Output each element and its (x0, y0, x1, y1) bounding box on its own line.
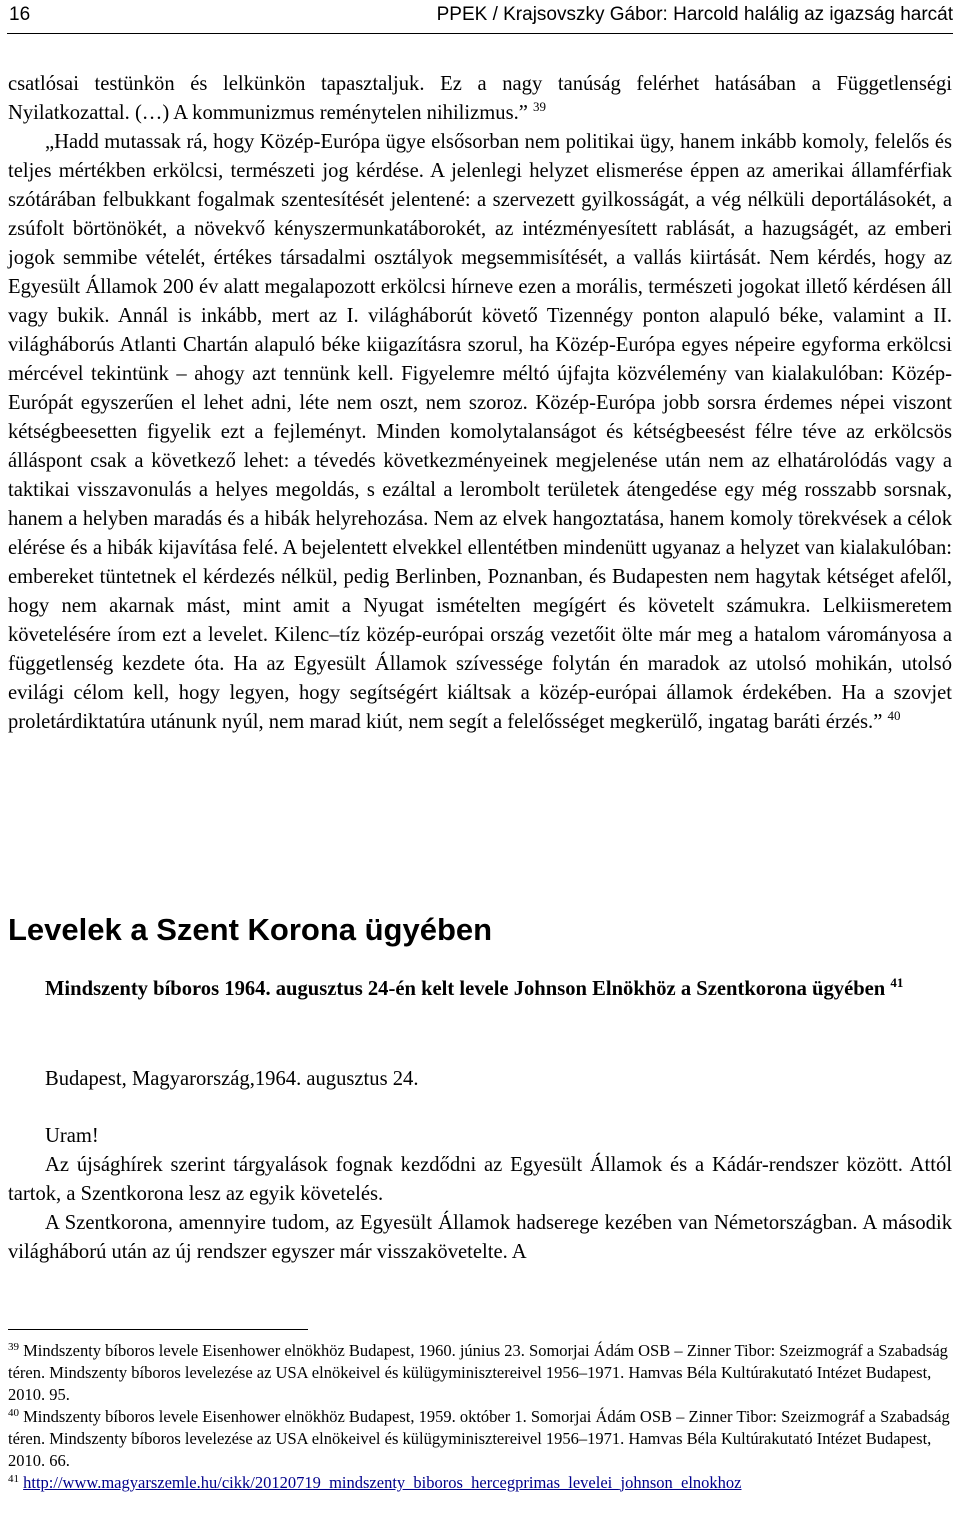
running-title: PPEK / Krajsovszky Gábor: Harcold halálig az igazság harcát (436, 4, 953, 25)
paragraph-text: „Hadd mutassak rá, hogy Közép-Európa ügye elsősorban nem politikai ügy, hanem inkább komoly, felelős és teljes mértékben erkölcsi, természeti jog kérdése. A jelenlegi helyzet elismerése éppen az amerikai államférfiak szótárában felbukkant fogalmak szentesítését jelentené: a szervezett gyilkosságát, a vég nélküli deportálásokét, a zsúfolt börtönökét, a növekvő kényszermunkatáborokét, az intézményesített rablását, a hazugságét, az emberi jogok semmibe vételét, értékes társadalmi osztályok megsemmisítését, a vallás kiirtását. Nem kérdés, hogy az Egyesült Államok 200 év alatt megalapozott erkölcsi hírneve ezen a morális, természeti jogokat illető kérdésen áll vagy bukik. Annál is inkább, mert az I. világháborút követő Tizennégy ponton alapuló béke, valamint a II. világháborús Atlanti Chartán alapuló béke kiigazításra szorul, ha Közép-Európa egyes népeire egyforma erkölcsi mércével tekintünk – ahogy azt tennünk kell. Figyelemre méltó újfajta közvélemény van kialakulóban: Közép-Európát egyszerűen el lehet adni, léte nem oszt, nem szoroz. Közép-Európa jobb sorsra érdemes népei viszont kétségbeesetten figyelik ezt a fejleményt. Minden komolytalanságot és kétségbeesést félre téve az erkölcsös álláspont csak a következő lehet: a tévedés következményeinek megjelenése után nem az elhatárolódás vagy a taktikai visszavonulás a helyes megoldás, s ezáltal a lerombolt területek átengedése egy még rosszabb sorsnak, hanem a helyben maradás és a hibák helyrehozása. Nem az elvek hangoztatása, hanem komoly törekvések a célok elérése és a hibák kijavítása felé. A bejelentett elvekkel ellentétben mindenütt ugyanaz a helyzet van kialakulóban: embereket tüntetnek el kérdezés nélkül, pedig Berlinben, Poznanban, és Budapesten nem hagytak kétséget afelől, hogy nem akarnak mást, mint amit a Nyugat ismételten megígért és követelt számukra. Lelkiismeretem követelésére írom ezt a levelet. Kilenc–tíz közép-európai ország vezetőit ölte már meg a hatalom várományosa a függetlenség kezdete óta. Ha az Egyesült Államok szívessége folytán én maradok az utolsó mohikán, utolsó evilági célom kell, hogy legyen, hogy segítségért kiáltsak a közép-európai államok érdekében. Ha a szovjet proletárdiktatúra utánunk nyúl, nem marad kiút, nem segít a felelősséget megkerülő, ingatag baráti érzés.” (8, 131, 952, 733)
letter-title-text: Mindszenty bíboros 1964. augusztus 24-én kelt levele Johnson Elnökhöz a Szentkorona ügyében (45, 978, 886, 1000)
letter-body (8, 1151, 952, 1267)
letter-salutation: Uram! (45, 1125, 99, 1147)
paragraph-text: csatlósai testünkön és lelkünkön tapasztaljuk. Ez a nagy tanúság felérhet hatásában a Függetlenségi Nyilatkozattal. (…) A kommunizmus reménytelen nihilizmus.” (8, 73, 952, 124)
footnote-ref-41[interactable]: 41 (890, 975, 904, 990)
paragraph (8, 128, 952, 737)
footnote-number: 41 (8, 1473, 19, 1485)
footnote-39 (8, 1340, 952, 1406)
page-number: 16 (9, 4, 31, 25)
footnote-text: Mindszenty bíboros levele Eisenhower elnökhöz Budapest, 1960. június 23. Somorjai Ádám OSB – Zinner Tibor: Szeizmográf a Szabadság téren. Mindszenty bíboros levelezése az USA elnökeivel és külügyminisztereivel 1956–1971. Hamvas Béla Kultúrakutató Intézet Budapest, 2010. 95. (8, 1341, 948, 1404)
page-header (7, 3, 953, 31)
header-divider (7, 33, 953, 34)
footnote-link[interactable]: http://www.magyarszemle.hu/cikk/20120719_mindszenty_biboros_hercegprimas_levelei_johnson_elnokhoz (23, 1473, 742, 1492)
section-heading: Levelek a Szent Korona ügyében (8, 912, 493, 947)
footnote-40 (8, 1406, 952, 1472)
footnote-ref-39[interactable]: 39 (533, 99, 547, 114)
main-text (8, 70, 952, 737)
letter-paragraph: Az újsághírek szerint tárgyalások fognak kezdődni az Egyesült Államok és a Kádár-rendszer között. Attól tartok, a Szentkorona lesz az egyik követelés. (8, 1154, 952, 1205)
footnotes (8, 1340, 952, 1494)
footnote-divider (8, 1329, 308, 1330)
footnote-41 (8, 1472, 952, 1494)
footnote-number: 39 (8, 1341, 19, 1353)
footnote-number: 40 (8, 1407, 19, 1419)
paragraph (8, 70, 952, 128)
footnote-ref-40[interactable]: 40 (887, 708, 901, 723)
letter-place-date: Budapest, Magyarország,1964. augusztus 24. (45, 1068, 419, 1090)
letter-paragraph: A Szentkorona, amennyire tudom, az Egyesült Államok hadserege kezében van Németországban. A második világháború után az új rendszer egyszer már visszakövetelte. A (8, 1212, 952, 1263)
letter-title (8, 975, 948, 1004)
footnote-text: Mindszenty bíboros levele Eisenhower elnökhöz Budapest, 1959. október 1. Somorjai Ádám OSB – Zinner Tibor: Szeizmográf a Szabadság téren. Mindszenty bíboros levelezése az USA elnökeivel és külügyminisztereivel 1956–1971. Hamvas Béla Kultúrakutató Intézet Budapest, 2010. 66. (8, 1407, 950, 1470)
